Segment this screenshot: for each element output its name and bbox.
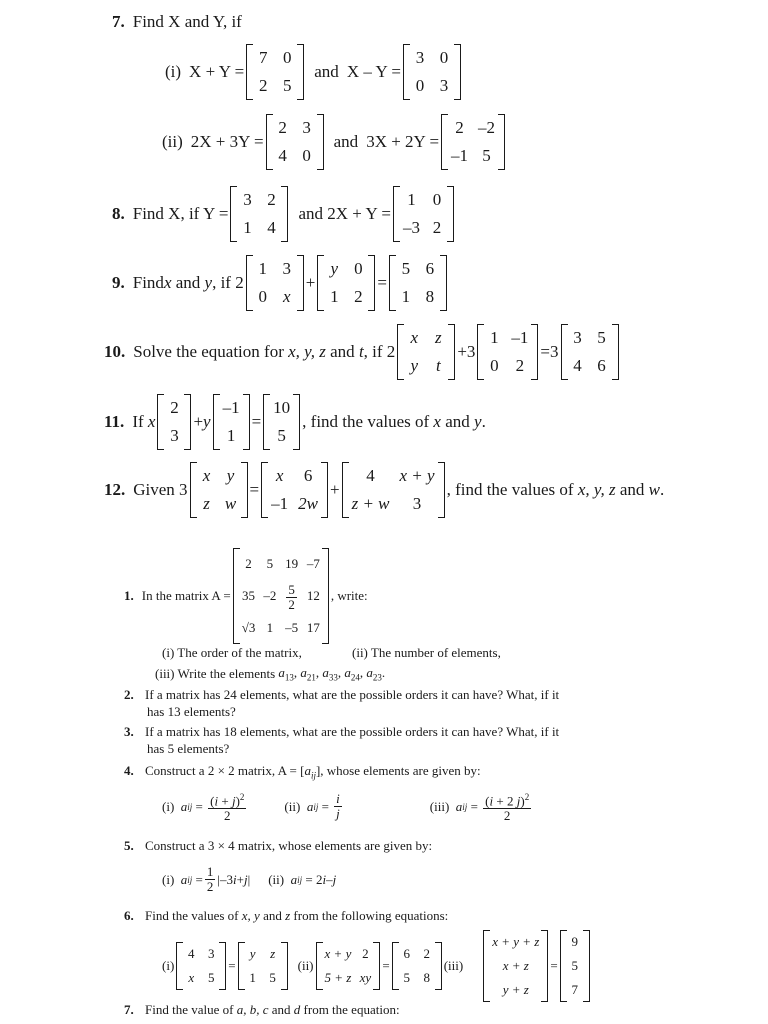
part-label: (ii) <box>284 798 301 814</box>
matrix-cell: x <box>282 287 291 306</box>
matrix-cell: z <box>435 328 442 347</box>
matrix-cell: x + y + z <box>492 934 540 949</box>
matrix-cell: 5 <box>266 556 274 571</box>
equals-sign: = <box>251 412 262 431</box>
variable: d <box>293 1002 301 1017</box>
matrix-cell: 2 <box>423 946 430 961</box>
matrix <box>392 942 442 990</box>
question-text: Find the values of <box>145 908 242 923</box>
question-text: Find X and Y, if <box>132 12 242 31</box>
matrix-cell: 3 <box>302 118 311 137</box>
matrix <box>397 324 455 380</box>
question-text: and 2X + Y = <box>298 204 391 223</box>
question-text: If a matrix has 18 elements, what are the possible orders it can have? What, if it <box>145 724 560 739</box>
question-number: 6. <box>124 908 134 923</box>
matrix-cell: 8 <box>425 287 435 306</box>
matrix-cell: 4 <box>573 356 582 375</box>
matrix-cell: –1 <box>451 146 469 165</box>
matrix-cell: x <box>275 466 284 485</box>
question-text: . <box>660 480 665 499</box>
matrix-cell: 7 <box>259 48 268 67</box>
matrix-cell: 0 <box>302 146 311 165</box>
question-7-part-i <box>165 44 463 100</box>
equation-lhs: 2X + 3Y = <box>190 132 264 151</box>
exercise-6 <box>124 908 448 924</box>
exercise-2 <box>124 687 559 703</box>
variable: x <box>433 412 441 431</box>
question-text: and <box>268 1002 294 1017</box>
matrix-cell: –3 <box>402 218 420 237</box>
part-label: (iii) <box>443 958 464 973</box>
matrix <box>230 186 288 242</box>
matrix <box>246 255 304 311</box>
question-text: , find the values of <box>302 412 434 431</box>
exercise-4: 4. Construct a 2 × 2 matrix, $A = [a_{ij}]$, whose elements are given by: <box>124 763 481 781</box>
question-8 <box>112 186 456 242</box>
exercise-7 <box>124 1002 400 1018</box>
matrix <box>190 462 248 518</box>
exercise-4-formulas: (i) a ij = $\frac{(i + j)^2}{2}$ (ii) a ij = $\frac{i}{j}$ (iii) a ij = $\frac{(i + 2 j)^2}{2}$ <box>162 791 530 824</box>
matrix-cell: y <box>249 946 256 961</box>
matrix-cell: 10 <box>273 398 291 417</box>
matrix-cell: 0 <box>439 48 449 67</box>
matrix <box>441 114 505 170</box>
matrix-cell: 9 <box>571 934 578 949</box>
matrix <box>266 114 324 170</box>
question-text: . <box>481 412 486 431</box>
question-text: Find <box>132 273 164 292</box>
matrix-cell <box>280 580 303 612</box>
element-list: $a_{13}$, $a_{21}$, $a_{33}$, $a_{24}$, $a_{23}$. <box>278 665 386 683</box>
matrix-cell: 1 <box>243 218 252 237</box>
part-label: (i) <box>162 871 175 887</box>
variable: w <box>648 480 660 499</box>
question-text: from the following equations: <box>290 908 449 923</box>
matrix-cell: 5 <box>571 958 578 973</box>
matrix-cell: 1 <box>490 328 499 347</box>
question-text: Construct a 3 × 4 matrix, whose elements are given by: <box>145 838 433 853</box>
fraction: $\frac{5}{2}$ <box>288 581 295 612</box>
matrix-cell: 0 <box>415 76 425 95</box>
matrix-cell: 6 <box>597 356 606 375</box>
matrix-cell: 3 <box>282 259 291 278</box>
matrix <box>389 255 447 311</box>
part-label: (i) <box>162 798 175 814</box>
part-label: (i) <box>165 62 182 81</box>
question-text: , if 2 <box>212 273 244 292</box>
matrix <box>403 44 461 100</box>
matrix-cell: 5 <box>269 970 276 985</box>
question-number: 3. <box>124 724 134 739</box>
matrix-cell: 5 <box>597 328 606 347</box>
matrix-cell: 5 <box>208 970 215 985</box>
matrix-cell: 0 <box>432 190 442 209</box>
question-text: and <box>440 412 475 431</box>
question-text: If <box>132 412 148 431</box>
operator: +3 <box>457 342 476 361</box>
variable: x <box>147 412 156 431</box>
plus-sign: + <box>193 412 204 431</box>
part-label: (ii) <box>162 132 183 151</box>
plus-sign: + <box>305 273 316 292</box>
matrix-cell: 2 <box>278 118 287 137</box>
part-text: (iii) Write the elements <box>155 665 276 681</box>
question-number: 7. <box>124 1002 134 1017</box>
matrix-cell: 2 <box>515 356 525 375</box>
matrix-cell: 5 + z <box>324 970 352 985</box>
matrix-cell: 3 <box>573 328 582 347</box>
exercise-1-part-i: (i) The order of the matrix, <box>162 645 302 660</box>
question-7-heading <box>112 12 242 32</box>
matrix-cell: x + y <box>399 466 435 485</box>
matrix-cell: x + y <box>324 946 352 961</box>
question-text: Construct a 2 × 2 matrix, A = [ <box>145 763 305 778</box>
matrix-cell: 3 <box>439 76 449 95</box>
matrix-cell: 5 <box>283 76 292 95</box>
matrix-cell: y <box>330 259 339 278</box>
matrix-cell: y + z <box>502 982 529 997</box>
question-text: If a matrix has 24 elements, what are the possible orders it can have? What, if it <box>145 687 560 702</box>
matrix <box>483 930 548 1002</box>
question-text: , find the values of <box>446 480 578 499</box>
matrix <box>317 255 375 311</box>
matrix <box>560 930 590 1002</box>
variable: y <box>204 273 213 292</box>
matrix-cell: xy <box>359 970 372 985</box>
matrix-cell: 0 <box>258 287 267 306</box>
matrix-cell: –2 <box>478 118 496 137</box>
matrix-cell: z <box>270 946 276 961</box>
fraction: $\frac{(i + 2 j)^2}{2}$ <box>485 792 530 824</box>
matrix-cell: 2 <box>432 218 442 237</box>
matrix-cell: 6 <box>425 259 435 278</box>
matrix <box>238 942 288 990</box>
matrix-cell: –7 <box>306 556 320 571</box>
variable: x, y, z <box>577 480 616 499</box>
matrix <box>261 462 328 518</box>
question-number: 12. <box>104 480 126 499</box>
matrix-cell: 2 <box>245 556 252 571</box>
question-number: 7. <box>112 12 125 31</box>
question-7-part-ii <box>162 114 507 170</box>
matrix-cell: –1 <box>222 398 240 417</box>
matrix-cell: 4 <box>267 218 276 237</box>
matrix-cell: w <box>224 494 237 513</box>
matrix-cell: y <box>410 356 419 375</box>
matrix-cell: 6 <box>403 946 410 961</box>
matrix <box>561 324 619 380</box>
fraction: $\frac{(i + j)^2}{2}$ <box>210 792 245 824</box>
matrix <box>477 324 538 380</box>
question-11 <box>104 394 486 450</box>
matrix-cell: 4 <box>278 146 287 165</box>
question-number: 4. <box>124 763 134 778</box>
variable: y <box>203 412 211 431</box>
exercise-1-part-iii <box>155 665 385 683</box>
operator: =3 <box>540 342 559 361</box>
matrix-cell: 0 <box>490 356 499 375</box>
question-10 <box>104 324 621 380</box>
question-number: 8. <box>112 204 125 223</box>
matrix-cell: z <box>203 494 210 513</box>
exercise-1-part-ii: (ii) The number of elements, <box>352 645 501 660</box>
matrix-cell: 8 <box>423 970 430 985</box>
question-text: and <box>615 480 649 499</box>
matrix-cell: 4 <box>366 466 375 485</box>
fraction: $\frac{i}{j}$ <box>336 791 340 822</box>
matrix-cell: t <box>435 356 441 375</box>
question-text: and <box>325 342 359 361</box>
question-9 <box>112 255 449 311</box>
question-text: Find the value of <box>145 1002 237 1017</box>
matrix-cell: √3 <box>241 620 256 635</box>
variable: t <box>358 342 364 361</box>
matrix-cell: 2 <box>354 287 363 306</box>
matrix-cell: –2 <box>263 588 277 603</box>
matrix <box>393 186 454 242</box>
question-text: has 5 elements? <box>147 741 230 756</box>
question-number: 2. <box>124 687 134 702</box>
matrix-cell: 0 <box>283 48 292 67</box>
exercise-6-equations: (i) 4 3 x 5 = y z 1 5 (ii) x + y 2 5 + z xy = 6 2 5 8 (iii) x + y + z x + z y + z = 9 5 7 <box>162 930 592 1002</box>
matrix-cell: 5 <box>403 970 410 985</box>
matrix-cell: 35 <box>242 588 255 603</box>
question-12 <box>104 462 664 518</box>
matrix-cell: 12 <box>306 588 320 603</box>
matrix-cell: 5 <box>277 426 286 445</box>
matrix-cell: x <box>410 328 419 347</box>
matrix <box>157 394 191 450</box>
matrix-cell: 1 <box>407 190 416 209</box>
plus-sign: + <box>329 480 340 499</box>
question-text: Given 3 <box>133 480 188 499</box>
question-text: , if 2 <box>363 342 396 361</box>
matrix-cell: 1 <box>226 426 236 445</box>
matrix-cell: 1 <box>258 259 267 278</box>
matrix-cell: y <box>226 466 235 485</box>
question-text: and <box>171 273 205 292</box>
variable: z <box>285 908 291 923</box>
variable: x, y <box>241 908 260 923</box>
matrix-cell: 0 <box>354 259 363 278</box>
matrix <box>316 942 381 990</box>
matrix-cell: 7 <box>571 982 578 997</box>
connector-text: and <box>314 62 339 81</box>
matrix-cell: 2w <box>298 494 318 513</box>
matrix-cell: 1 <box>401 287 411 306</box>
question-number: 9. <box>112 273 125 292</box>
matrix-cell: 5 <box>401 259 411 278</box>
matrix-cell: 19 <box>285 556 299 571</box>
question-text: , write: <box>330 588 368 603</box>
exercise-1 <box>124 548 368 644</box>
equation-lhs: X + Y = <box>189 62 245 81</box>
question-number: 1. <box>124 588 134 603</box>
variable: y <box>474 412 482 431</box>
question-text: from the equation: <box>300 1002 400 1017</box>
part-label: (iii) <box>429 798 450 814</box>
equation-lhs: X – Y = <box>346 62 401 81</box>
fraction: $\frac{1}{2}$ <box>206 864 214 894</box>
matrix-cell: –1 <box>511 328 529 347</box>
variable: a, b, c <box>236 1002 269 1017</box>
matrix <box>213 394 250 450</box>
question-text: In the matrix A = <box>141 588 231 603</box>
matrix-cell: 6 <box>303 466 313 485</box>
matrix-cell: x + z <box>502 958 529 973</box>
matrix-cell: 2 <box>362 946 369 961</box>
matrix <box>246 44 304 100</box>
question-text: has 13 elements? <box>147 704 236 719</box>
part-label: (i) <box>162 958 175 973</box>
matrix-cell: 1 <box>330 287 339 306</box>
matrix-cell: x <box>202 466 211 485</box>
equation-lhs: 3X + 2Y = <box>366 132 440 151</box>
variable: x <box>163 273 172 292</box>
matrix-cell: –5 <box>285 620 299 635</box>
variable: x, y, z <box>288 342 326 361</box>
question-number: 5. <box>124 838 134 853</box>
matrix-cell: 3 <box>208 946 215 961</box>
matrix-cell: x <box>188 970 195 985</box>
matrix-cell: 17 <box>306 620 320 635</box>
question-text: and <box>259 908 286 923</box>
question-number: 11. <box>104 412 125 431</box>
connector-text: and <box>333 132 359 151</box>
question-text: Solve the equation for <box>133 342 289 361</box>
part-label: (ii) <box>268 871 285 887</box>
matrix <box>342 462 445 518</box>
matrix-cell: 4 <box>188 946 195 961</box>
matrix-cell: 1 <box>266 620 274 635</box>
exercise-3 <box>124 724 559 740</box>
matrix-cell: 1 <box>249 970 256 985</box>
matrix-cell: 3 <box>415 48 425 67</box>
matrix <box>176 942 226 990</box>
exercise-5 <box>124 838 432 854</box>
matrix-cell: 2 <box>259 76 268 95</box>
matrix-cell: 3 <box>243 190 252 209</box>
matrix-a <box>233 548 329 644</box>
part-label: (ii) <box>297 958 314 973</box>
matrix-cell: 3 <box>170 426 179 445</box>
matrix-cell: z + w <box>351 494 390 513</box>
matrix-cell: 5 <box>482 146 491 165</box>
matrix-cell: 2 <box>267 190 276 209</box>
matrix-cell: 3 <box>412 494 422 513</box>
exercise-5-formulas: (i) a ij = $\frac{1}{2}$ |–3 i + j | (ii) a ij = 2 i – j <box>162 864 337 894</box>
matrix-cell: 2 <box>455 118 464 137</box>
question-text: Find X, if Y = <box>132 204 229 223</box>
question-number: 10. <box>104 342 126 361</box>
equals-sign: = <box>377 273 387 292</box>
equals-sign: = <box>249 480 260 499</box>
matrix-cell: 2 <box>170 398 179 417</box>
matrix-cell: –1 <box>271 494 289 513</box>
matrix <box>263 394 300 450</box>
